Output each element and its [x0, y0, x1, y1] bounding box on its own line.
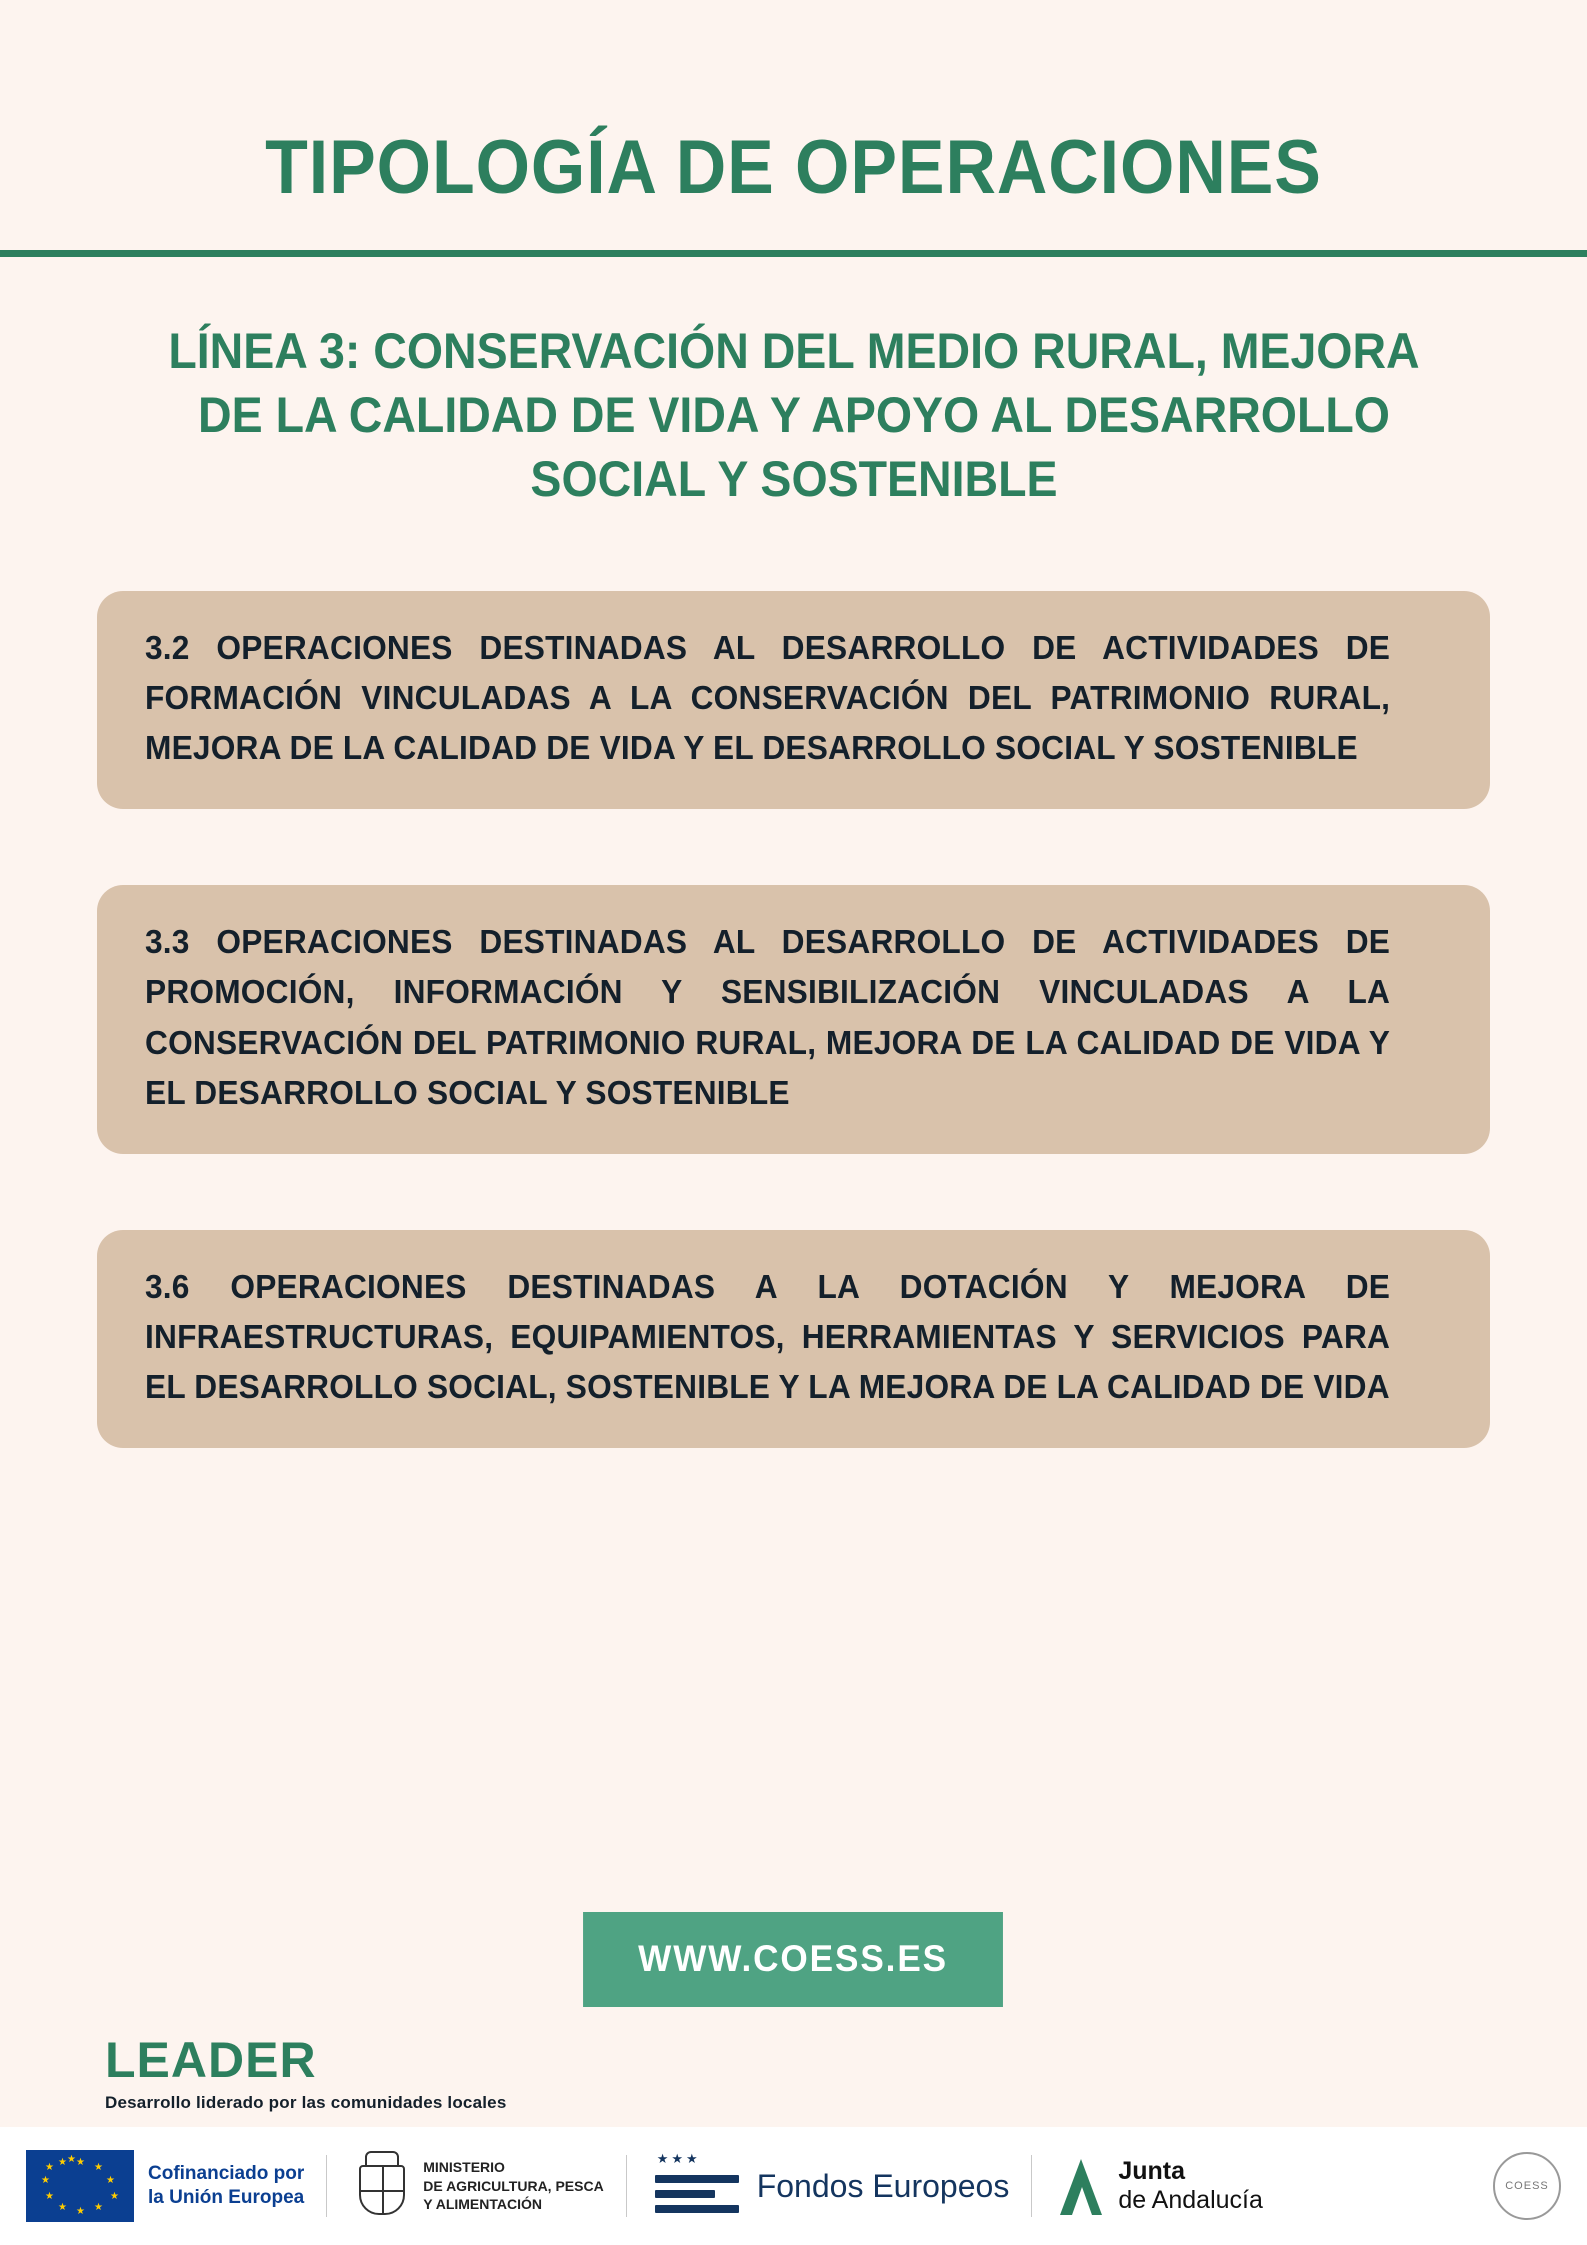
fondos-europeos-logo	[649, 2127, 1010, 2245]
ministerio-line-2: DE AGRICULTURA, PESCA	[423, 2177, 604, 2194]
leader-wordmark: LEADER	[105, 2032, 317, 2088]
leader-tagline: Desarrollo liderado por las comunidades locales	[105, 2093, 507, 2112]
footer-divider	[1031, 2155, 1032, 2217]
junta-andalucia-icon	[1054, 2155, 1108, 2217]
leader-logo	[105, 2032, 575, 2113]
eu-flag-icon: ★ ★ ★ ★ ★ ★ ★ ★ ★ ★ ★ ★	[26, 2150, 134, 2222]
junta-andalucia-logo	[1054, 2127, 1263, 2245]
operation-card-3-3	[97, 885, 1490, 1154]
subtitle-block	[99, 319, 1489, 511]
operation-card-text: 3.2 OPERACIONES DESTINADAS AL DESARROLLO DE ACTIVIDADES DE FORMACIÓN VINCULADAS A LA CONSERVACIÓN DEL PATRIMONIO RURAL, MEJORA DE LA CALIDAD DE VIDA Y EL DESARROLLO SOCIAL Y SOSTENIBLE	[145, 628, 1391, 767]
poster-header	[0, 0, 1587, 257]
eu-line-2: la Unión Europea	[148, 2187, 305, 2208]
website-button[interactable]: WWW.COESS.ES	[583, 1912, 1003, 2007]
footer-divider	[626, 2155, 627, 2217]
ministerio-logo	[349, 2127, 603, 2245]
fondos-europeos-label: Fondos Europeos	[756, 2167, 1010, 2204]
ministerio-line-3: Y ALIMENTACIÓN	[423, 2196, 542, 2213]
title-divider	[0, 250, 1587, 257]
operation-card-text: 3.6 OPERACIONES DESTINADAS A LA DOTACIÓN Y MEJORA DE INFRAESTRUCTURAS, EQUIPAMIENTOS, HERRAMIENTAS Y SERVICIOS PARA EL DESARROLLO SOCIAL, SOSTENIBLE Y LA MEJORA DE LA CALIDAD DE VIDA	[145, 1267, 1391, 1406]
ministerio-line-1: MINISTERIO	[423, 2158, 505, 2175]
operations-list	[97, 591, 1490, 1449]
junta-andalucia-text	[1118, 2157, 1263, 2216]
operation-card-text: 3.3 OPERACIONES DESTINADAS AL DESARROLLO DE ACTIVIDADES DE PROMOCIÓN, INFORMACIÓN Y SENSIBILIZACIÓN VINCULADAS A LA CONSERVACIÓN DEL PATRIMONIO RURAL, MEJORA DE LA CALIDAD DE VIDA Y EL DESARROLLO SOCIAL Y SOSTENIBLE	[145, 923, 1391, 1111]
footer-logo-strip	[0, 2127, 1587, 2245]
eu-cofinance-logo	[26, 2127, 304, 2245]
fondos-europeos-icon: ★★★	[649, 2149, 745, 2223]
ministerio-text	[423, 2158, 603, 2215]
eu-line-1: Cofinanciado por	[148, 2163, 305, 2185]
footer-divider	[326, 2155, 327, 2217]
eu-cofinance-text	[148, 2162, 304, 2210]
spain-coat-of-arms-icon	[349, 2149, 411, 2223]
junta-line-2: de Andalucía	[1118, 2186, 1263, 2214]
website-button-container	[0, 1912, 1587, 2007]
junta-line-1: Junta	[1118, 2156, 1185, 2185]
operation-card-3-6	[97, 1230, 1490, 1448]
line-subtitle: LÍNEA 3: CONSERVACIÓN DEL MEDIO RURAL, MEJORA DE LA CALIDAD DE VIDA Y APOYO AL DESARROLLO SOCIAL Y SOSTENIBLE	[167, 322, 1420, 507]
page-title: TIPOLOGÍA DE OPERACIONES	[265, 125, 1322, 210]
coess-logo-icon: COESS	[1493, 2152, 1561, 2220]
operation-card-3-2	[97, 591, 1490, 809]
